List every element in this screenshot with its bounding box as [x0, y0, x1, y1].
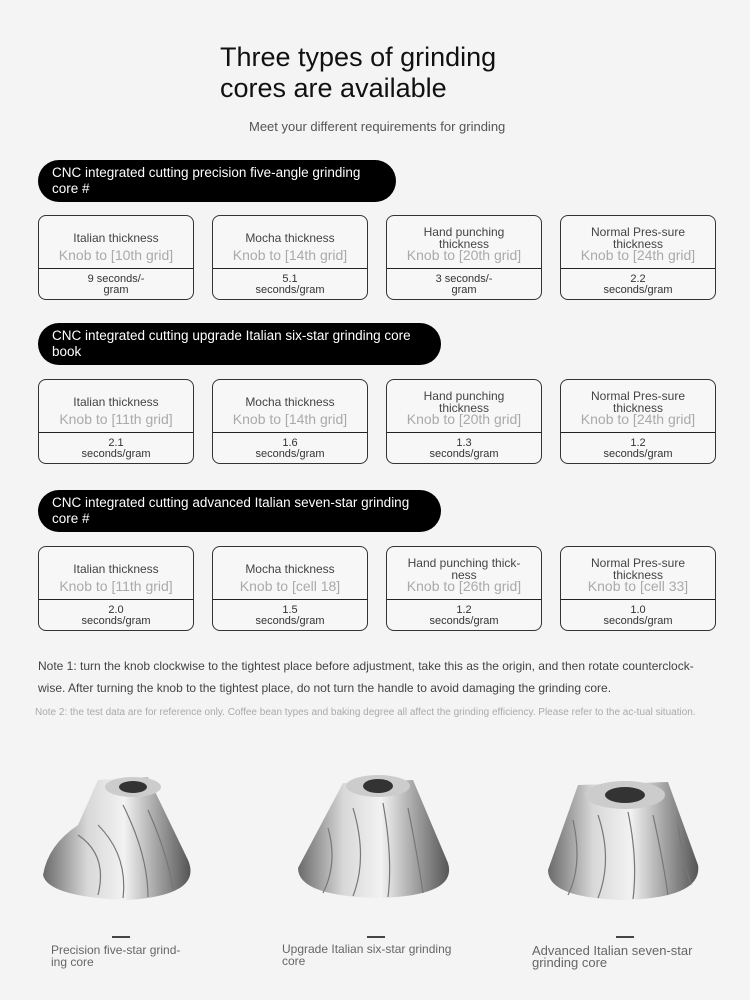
thickness-label: Normal Pres-sure thickness [590, 225, 686, 251]
section-heading: CNC integrated cutting precision five-angle grinding core # [38, 160, 396, 202]
spec-card [386, 215, 542, 300]
spec-card [212, 379, 368, 464]
knob-setting: Knob to [24th grid] [580, 411, 696, 427]
grinding-speed: 1.6 seconds/gram [255, 436, 325, 460]
section-heading: CNC integrated cutting upgrade Italian six-star grinding core book [38, 323, 441, 365]
thickness-label: Mocha thickness [245, 395, 335, 409]
knob-setting: Knob to [11th grid] [59, 411, 173, 427]
spec-card [212, 546, 368, 631]
thickness-label: Normal Pres-sure thickness [590, 556, 686, 582]
knob-setting: Knob to [14th grid] [232, 411, 348, 427]
spec-card [560, 546, 716, 631]
spec-card [38, 215, 194, 300]
thickness-label: Mocha thickness [245, 562, 335, 576]
product-caption: Advanced Italian seven-star grinding core [532, 943, 693, 970]
spec-card [386, 546, 542, 631]
product-image-five-star-core [38, 765, 208, 910]
thickness-label: Hand punching thickness [423, 225, 505, 251]
product-caption: Upgrade Italian six-star grinding core [282, 942, 452, 968]
grinding-speed: 1.0 seconds/gram [603, 603, 673, 627]
knob-setting: Knob to [20th grid] [406, 247, 522, 263]
spec-card [38, 379, 194, 464]
knob-setting: Knob to [24th grid] [580, 247, 696, 263]
grinding-speed: 1.2 seconds/gram [429, 603, 499, 627]
spec-card [212, 215, 368, 300]
grinding-speed: 2.0 seconds/gram [81, 603, 151, 627]
divider [112, 936, 130, 938]
grinding-speed: 2.1 seconds/gram [81, 436, 151, 460]
product-image-six-star-core [293, 768, 463, 908]
divider [367, 936, 385, 938]
thickness-label: Italian thickness [73, 562, 159, 576]
grinding-speed: 3 seconds/-gram [435, 272, 493, 296]
page-title: Three types of grinding cores are available [220, 42, 497, 103]
knob-setting: Knob to [cell 33] [587, 578, 689, 594]
grinding-speed: 2.2 seconds/gram [603, 272, 673, 296]
grinding-speed: 1.5 seconds/gram [255, 603, 325, 627]
spec-card [560, 379, 716, 464]
thickness-label: Mocha thickness [245, 231, 335, 245]
knob-setting: Knob to [11th grid] [59, 578, 173, 594]
section-heading: CNC integrated cutting advanced Italian seven-star grinding core # [38, 490, 441, 532]
thickness-label: Italian thickness [73, 231, 159, 245]
thickness-label: Hand punching thickness [423, 389, 505, 415]
thickness-label: Hand punching thick-ness [407, 556, 521, 582]
subtitle: Meet your different requirements for grinding [249, 119, 506, 134]
grinding-speed: 1.3 seconds/gram [429, 436, 499, 460]
knob-setting: Knob to [26th grid] [406, 578, 522, 594]
knob-setting: Knob to [10th grid] [58, 247, 174, 263]
knob-setting: Knob to [20th grid] [406, 411, 522, 427]
product-image-seven-star-core [543, 770, 708, 910]
note-1: Note 1: turn the knob clockwise to the tightest place before adjustment, take this as the origin, and then rotate counterclock-wise. After turning the knob to the tightest place, do not turn the handle to avoid damaging the grinding core. [38, 659, 694, 695]
grinding-speed: 9 seconds/-gram [87, 272, 145, 296]
spec-card [38, 546, 194, 631]
divider [616, 936, 634, 938]
note-2: Note 2: the test data are for reference only. Coffee bean types and baking degree all affect the grinding efficiency. Please refer to the ac-tual situation. [35, 707, 696, 718]
grinding-speed: 5.1 seconds/gram [255, 272, 325, 296]
knob-setting: Knob to [cell 18] [239, 578, 341, 594]
grinding-speed: 1.2 seconds/gram [603, 436, 673, 460]
knob-setting: Knob to [14th grid] [232, 247, 348, 263]
spec-card [386, 379, 542, 464]
thickness-label: Normal Pres-sure thickness [590, 389, 686, 415]
product-caption: Precision five-star grind-ing core [51, 943, 181, 969]
spec-card [560, 215, 716, 300]
thickness-label: Italian thickness [73, 395, 159, 409]
